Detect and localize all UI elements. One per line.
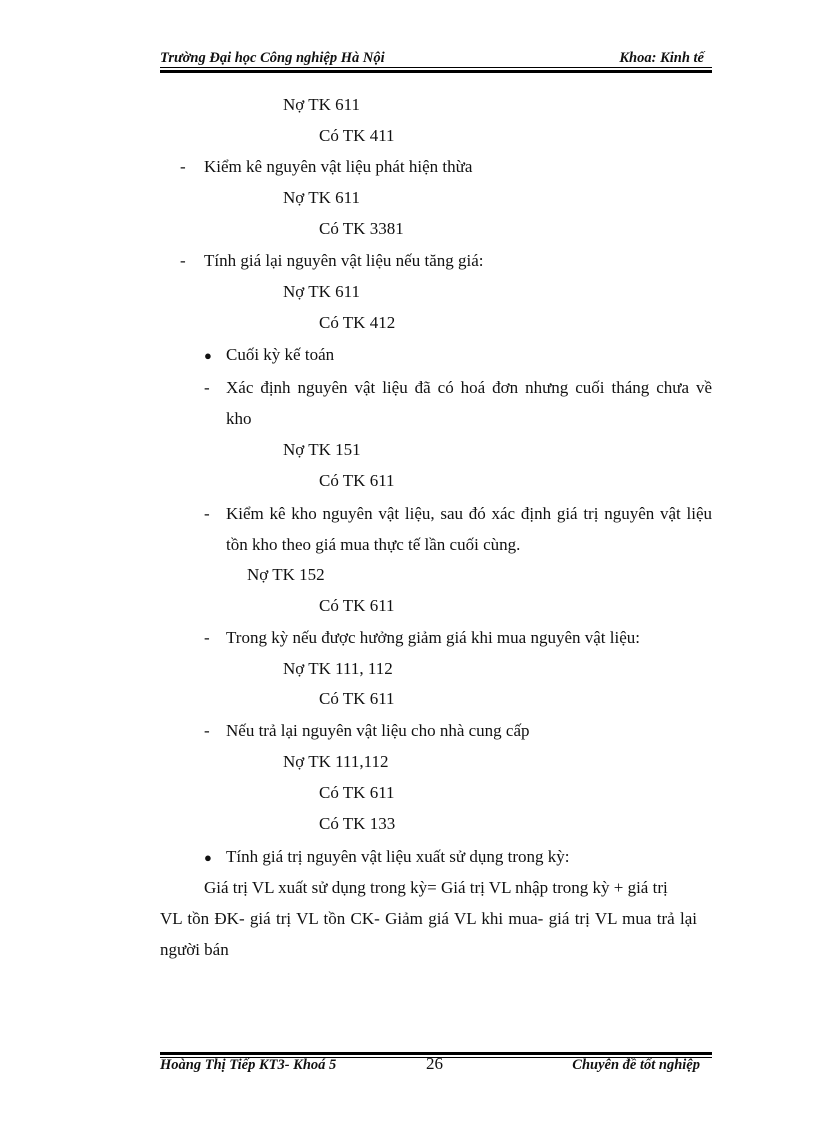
entry-credit: Có TK 133 — [319, 814, 396, 833]
entry-credit: Có TK 611 — [319, 689, 395, 708]
list-item-text: Nếu trả lại nguyên vật liệu cho nhà cung cấp — [226, 721, 530, 740]
entry-debit: Nợ TK 111, 112 — [283, 659, 393, 678]
page-number: 26 — [426, 1054, 443, 1073]
footer-document-type: Chuyên đề tốt nghiệp — [572, 1057, 700, 1073]
entry-credit: Có TK 411 — [319, 126, 395, 145]
list-item-text-continued: kho — [226, 409, 252, 428]
section-heading: Cuối kỳ kế toán — [226, 345, 335, 364]
dash-marker: - — [204, 721, 210, 740]
dash-marker: - — [204, 628, 210, 647]
list-item-text: Trong kỳ nếu được hưởng giảm giá khi mua nguyên vật liệu: — [226, 628, 640, 647]
header-rule-thick — [160, 70, 712, 73]
entry-credit: Có TK 611 — [319, 783, 395, 802]
bullet-marker: ● — [204, 850, 212, 865]
entry-credit: Có TK 3381 — [319, 219, 404, 238]
bullet-marker: ● — [204, 348, 212, 363]
paragraph-line: VL tồn ĐK- giá trị VL tồn CK- Giảm giá VL khi mua- giá trị VL mua trả lại — [160, 909, 697, 928]
entry-credit: Có TK 412 — [319, 313, 396, 332]
header-school-name: Trường Đại học Công nghiệp Hà Nội — [160, 50, 385, 66]
dash-marker: - — [204, 504, 210, 523]
entry-debit: Nợ TK 611 — [283, 188, 360, 207]
list-item-text-continued: tồn kho theo giá mua thực tế lần cuối cùng. — [226, 535, 521, 554]
list-item-text: Kiểm kê kho nguyên vật liệu, sau đó xác định giá trị nguyên vật liệu — [226, 504, 712, 523]
entry-credit: Có TK 611 — [319, 596, 395, 615]
dash-marker: - — [180, 251, 186, 270]
entry-debit: Nợ TK 611 — [283, 95, 360, 114]
entry-debit: Nợ TK 151 — [283, 440, 361, 459]
entry-debit: Nợ TK 611 — [283, 282, 360, 301]
entry-debit: Nợ TK 152 — [247, 565, 325, 584]
dash-marker: - — [204, 378, 210, 397]
dash-marker: - — [180, 157, 186, 176]
list-item-text: Kiểm kê nguyên vật liệu phát hiện thừa — [204, 157, 473, 176]
footer-author: Hoàng Thị Tiếp KT3- Khoá 5 — [160, 1057, 337, 1073]
entry-debit: Nợ TK 111,112 — [283, 752, 389, 771]
header-department: Khoa: Kinh tế — [619, 50, 704, 66]
paragraph-line: người bán — [160, 940, 229, 959]
header-rule-thin — [160, 67, 712, 68]
list-item-text: Xác định nguyên vật liệu đã có hoá đơn nhưng cuối tháng chưa về — [226, 378, 712, 397]
entry-credit: Có TK 611 — [319, 471, 395, 490]
section-heading: Tính giá trị nguyên vật liệu xuất sử dụng trong kỳ: — [226, 847, 570, 866]
paragraph-line: Giá trị VL xuất sử dụng trong kỳ= Giá trị VL nhập trong kỳ + giá trị — [204, 878, 668, 897]
list-item-text: Tính giá lại nguyên vật liệu nếu tăng giá: — [204, 251, 484, 270]
